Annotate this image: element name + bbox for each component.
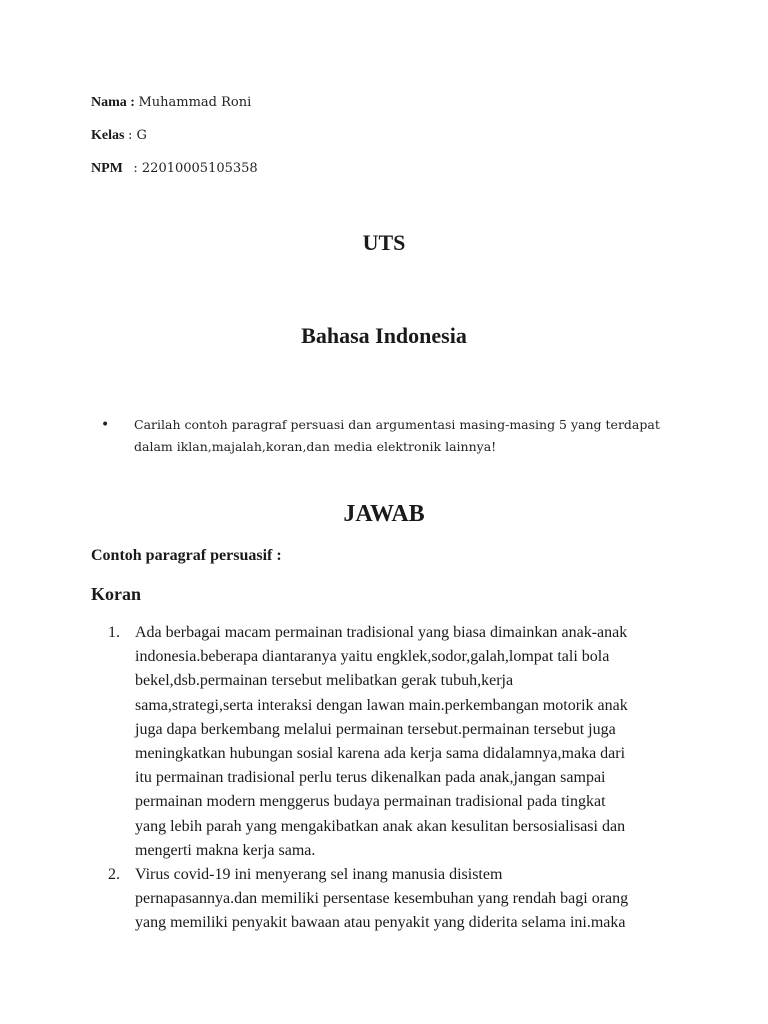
paragraph-line: itu permainan tradisional perlu terus dikenalkan pada anak,jangan sampai	[135, 769, 606, 787]
name-label: Nama :	[91, 95, 135, 110]
instruction-bullet	[101, 414, 695, 458]
name-value: Muhammad Roni	[138, 95, 252, 110]
list-item	[108, 863, 688, 936]
class-value: : G	[127, 128, 147, 143]
paragraph-line: bekel,dsb.permainan tersebut melibatkan gerak tubuh,kerja	[135, 672, 514, 690]
answer-heading: JAWAB	[343, 501, 425, 527]
paragraph-line: pernapasannya.dan memiliki persentase kesembuhan yang rendah bagi orang	[135, 890, 629, 908]
class-label: Kelas	[91, 128, 125, 143]
bullet-icon: •	[101, 417, 110, 433]
class-line	[91, 127, 147, 145]
paragraph-line: mengerti makna kerja sama.	[135, 841, 316, 859]
paragraph-line: Ada berbagai macam permainan tradisional yang biasa dimainkan anak-anak	[135, 624, 628, 641]
source-heading: Koran	[91, 584, 142, 604]
paragraph-line: Virus covid-19 ini menyerang sel inang manusia disistem	[135, 866, 503, 884]
paragraph-line: juga dapa berkembang melalui permainan tersebut.permainan tersebut juga	[135, 720, 616, 738]
paragraph-line: sama,strategi,serta interaksi dengan lawan main.perkembangan motorik anak	[135, 696, 628, 714]
answer-paragraph	[135, 863, 688, 936]
list-number: 2.	[108, 866, 120, 884]
paragraph-line: yang lebih parah yang mengakibatkan anak akan kesulitan bersosialisasi dan	[135, 817, 626, 835]
section-heading: Contoh paragraf persuasif :	[91, 547, 282, 564]
answer-list	[108, 621, 688, 936]
paragraph-line: permainan modern menggerus budaya permainan tradisional pada tingkat	[135, 793, 606, 811]
exam-title: UTS	[362, 230, 406, 255]
npm-value: : 22010005105358	[133, 161, 258, 176]
name-line	[91, 94, 251, 112]
instruction-text: Carilah contoh paragraf persuasi dan argumentasi masing-masing 5 yang terdapat dalam iklan,majalah,koran,dan media elektronik lainnya!	[134, 417, 660, 454]
paragraph-line: meningkatkan hubungan sosial karena ada kerja sama didalamnya,maka dari	[135, 745, 626, 763]
answer-paragraph	[135, 621, 688, 863]
paragraph-line: yang memiliki penyakit bawaan atau penyakit yang diderita selama ini.maka	[135, 914, 626, 932]
list-item	[108, 621, 688, 863]
paragraph-line: indonesia.beberapa diantaranya yaitu engklek,sodor,galah,lompat tali bola	[135, 648, 610, 666]
subject-title: Bahasa Indonesia	[301, 323, 467, 348]
npm-line	[91, 160, 258, 178]
npm-label: NPM	[91, 161, 123, 176]
list-number: 1.	[108, 624, 120, 641]
